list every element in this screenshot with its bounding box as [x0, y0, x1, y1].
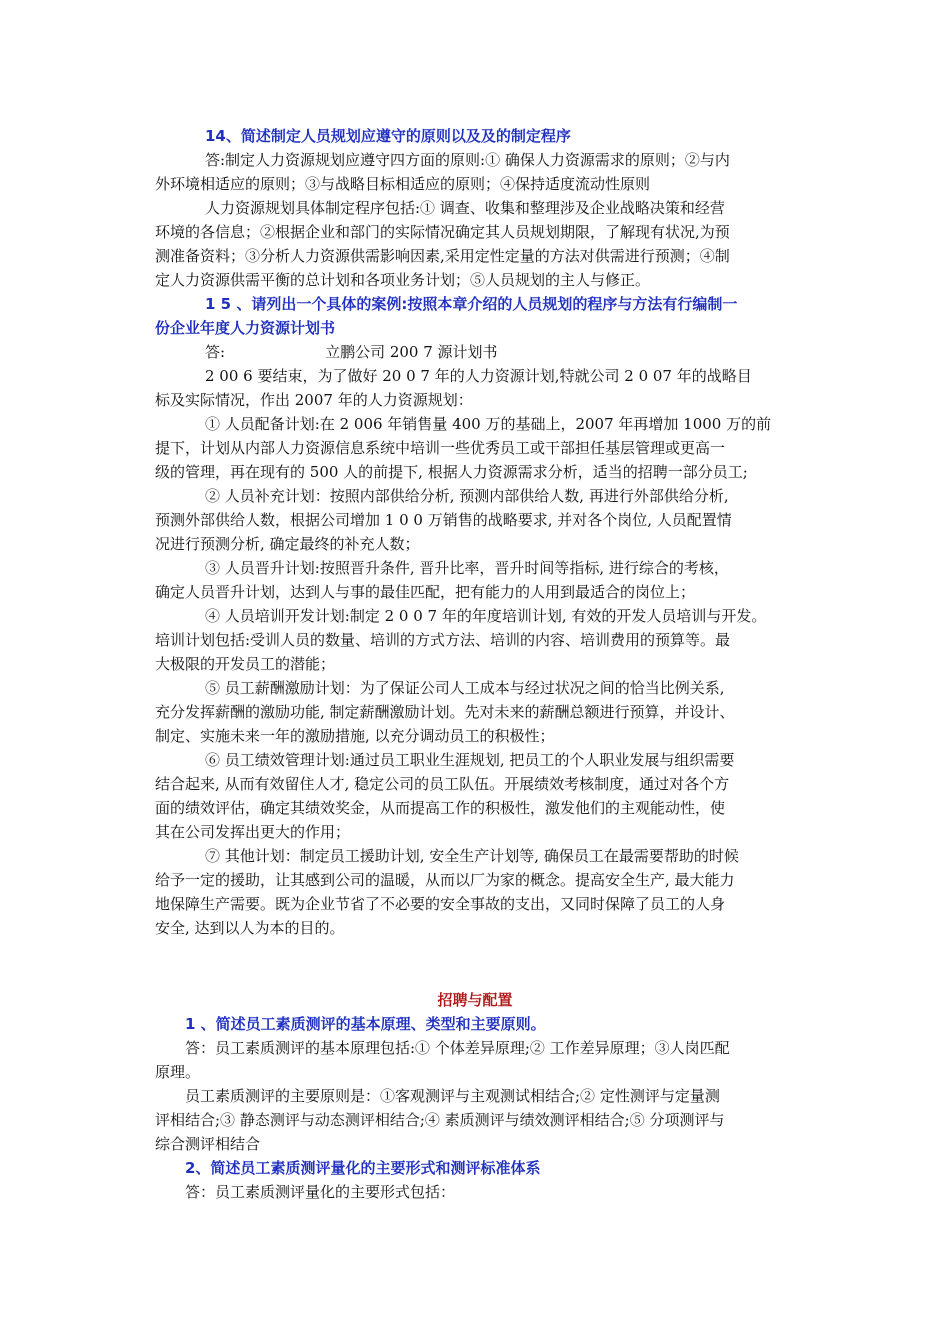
paragraph-line: 面的绩效评估，确定其绩效奖金，从而提高工作的积极性，激发他们的主观能动性，使: [155, 799, 726, 817]
section-title: 招聘与配置: [437, 991, 513, 1009]
plan-item-3: ③ 人员晋升计划:按照晋升条件, 晋升比率，晋升时间等指标, 进行综合的考核，: [205, 559, 729, 577]
paragraph-line: 定人力资源供需平衡的总计划和各项业务计划；⑤人员规划的主人与修正。: [155, 271, 651, 289]
paragraph-line: 其在公司发挥出更大的作用；: [155, 823, 351, 841]
paragraph-line: 标及实际情况，作出 2007 年的人力资源规划：: [155, 391, 473, 409]
paragraph-line: 给予一定的援助，让其感到公司的温暖，从而以厂为家的概念。提高安全生产, 最大能力: [155, 871, 735, 889]
question-15-heading: 1 5 、请列出一个具体的案例:按照本章介绍的人员规划的程序与方法有行编制一: [205, 295, 738, 313]
paragraph-line: 测准备资料；③分析人力资源供需影响因素,采用定性定量的方法对供需进行预测；④制: [155, 247, 730, 265]
section-question-1-heading: 1 、简述员工素质测评的基本原理、类型和主要原则。: [185, 1015, 546, 1033]
paragraph-line: 答：员工素质测评量化的主要形式包括：: [185, 1183, 456, 1201]
paragraph-line: 环境的各信息；②根据企业和部门的实际情况确定其人员规划期限，了解现有状况,为预: [155, 223, 730, 241]
paragraph-line: 况进行预测分析, 确定最终的补充人数；: [155, 535, 420, 553]
paragraph-line: 答:制定人力资源规划应遵守四方面的原则:① 确保人力资源需求的原则；②与内: [205, 151, 730, 169]
paragraph-line: 评相结合;③ 静态测评与动态测评相结合;④ 素质测评与绩效测评相结合;⑤ 分项测评与: [155, 1111, 725, 1129]
paragraph-line: 充分发挥薪酬的激励功能, 制定薪酬激励计划。先对未来的薪酬总额进行预算，并设计、: [155, 703, 735, 721]
plan-item-6: ⑥ 员工绩效管理计划:通过员工职业生涯规划, 把员工的个人职业发展与组织需要: [205, 751, 735, 769]
plan-title: 立鹏公司 200 7 源计划书: [325, 343, 498, 361]
paragraph-line: 确定人员晋升计划，达到人与事的最佳匹配，把有能力的人用到最适合的岗位上；: [155, 583, 696, 601]
plan-item-4: ④ 人员培训开发计划:制定 2 0 0 7 年的年度培训计划, 有效的开发人员培训与开发。: [205, 607, 767, 625]
paragraph-line: 员工素质测评的主要原则是：①客观测评与主观测试相结合;② 定性测评与定量测: [185, 1087, 720, 1105]
paragraph-line: 培训计划包括:受训人员的数量、培训的方式方法、培训的内容、培训费用的预算等。最: [155, 631, 731, 649]
paragraph-line: 预测外部供给人数，根据公司增加 1 0 0 万销售的战略要求, 并对各个岗位, 人员配置情: [155, 511, 732, 529]
document-body: [155, 124, 795, 1204]
question-14-heading: 14、简述制定人员规划应遵守的原则以及及的制定程序: [205, 127, 571, 145]
plan-item-1: ① 人员配备计划:在 2 006 年销售量 400 万的基础上，2007 年再增加 1000 万的前: [205, 415, 772, 433]
paragraph-line: 提下，计划从内部人力资源信息系统中培训一些优秀员工或干部担任基层管理或更高一: [155, 439, 726, 457]
paragraph-line: 2 00 6 要结束，为了做好 20 0 7 年的人力资源计划,特就公司 2 0 07 年的战略目: [205, 367, 752, 385]
plan-item-2: ② 人员补充计划：按照内部供给分析, 预测内部供给人数, 再进行外部供给分析,: [205, 487, 729, 505]
paragraph-line: 安全, 达到以人为本的目的。: [155, 919, 345, 937]
paragraph-line: 人力资源规划具体制定程序包括:① 调查、收集和整理涉及企业战略决策和经营: [205, 199, 725, 217]
answer-label: 答:: [205, 343, 226, 361]
plan-item-7: ⑦ 其他计划：制定员工援助计划, 安全生产计划等, 确保员工在最需要帮助的时候: [205, 847, 739, 865]
paragraph-line: 答：员工素质测评的基本原理包括:① 个体差异原理;② 工作差异原理；③人岗匹配: [185, 1039, 730, 1057]
paragraph-line: 大极限的开发员工的潜能；: [155, 655, 336, 673]
answer-title-line: [155, 340, 795, 364]
paragraph-line: 原理。: [155, 1063, 201, 1081]
paragraph-line: 综合测评相结合: [155, 1135, 261, 1153]
section-question-2-heading: 2、简述员工素质测评量化的主要形式和测评标准体系: [185, 1159, 541, 1177]
paragraph-line: 级的管理，再在现有的 500 人的前提下, 根据人力资源需求分析，适当的招聘一部分员工;: [155, 463, 748, 481]
question-15-heading-cont: 份企业年度人力资源计划书: [155, 319, 336, 337]
plan-item-5: ⑤ 员工薪酬激励计划：为了保证公司人工成本与经过状况之间的恰当比例关系,: [205, 679, 725, 697]
section-spacer: [155, 940, 795, 988]
paragraph-line: 外环境相适应的原则；③与战略目标相适应的原则；④保持适度流动性原则: [155, 175, 651, 193]
paragraph-line: 地保障生产需要。既为企业节省了不必要的安全事故的支出，又同时保障了员工的人身: [155, 895, 726, 913]
paragraph-line: 结合起来, 从而有效留住人才, 稳定公司的员工队伍。开展绩效考核制度，通过对各个方: [155, 775, 730, 793]
paragraph-line: 制定、实施未来一年的激励措施, 以充分调动员工的积极性；: [155, 727, 555, 745]
